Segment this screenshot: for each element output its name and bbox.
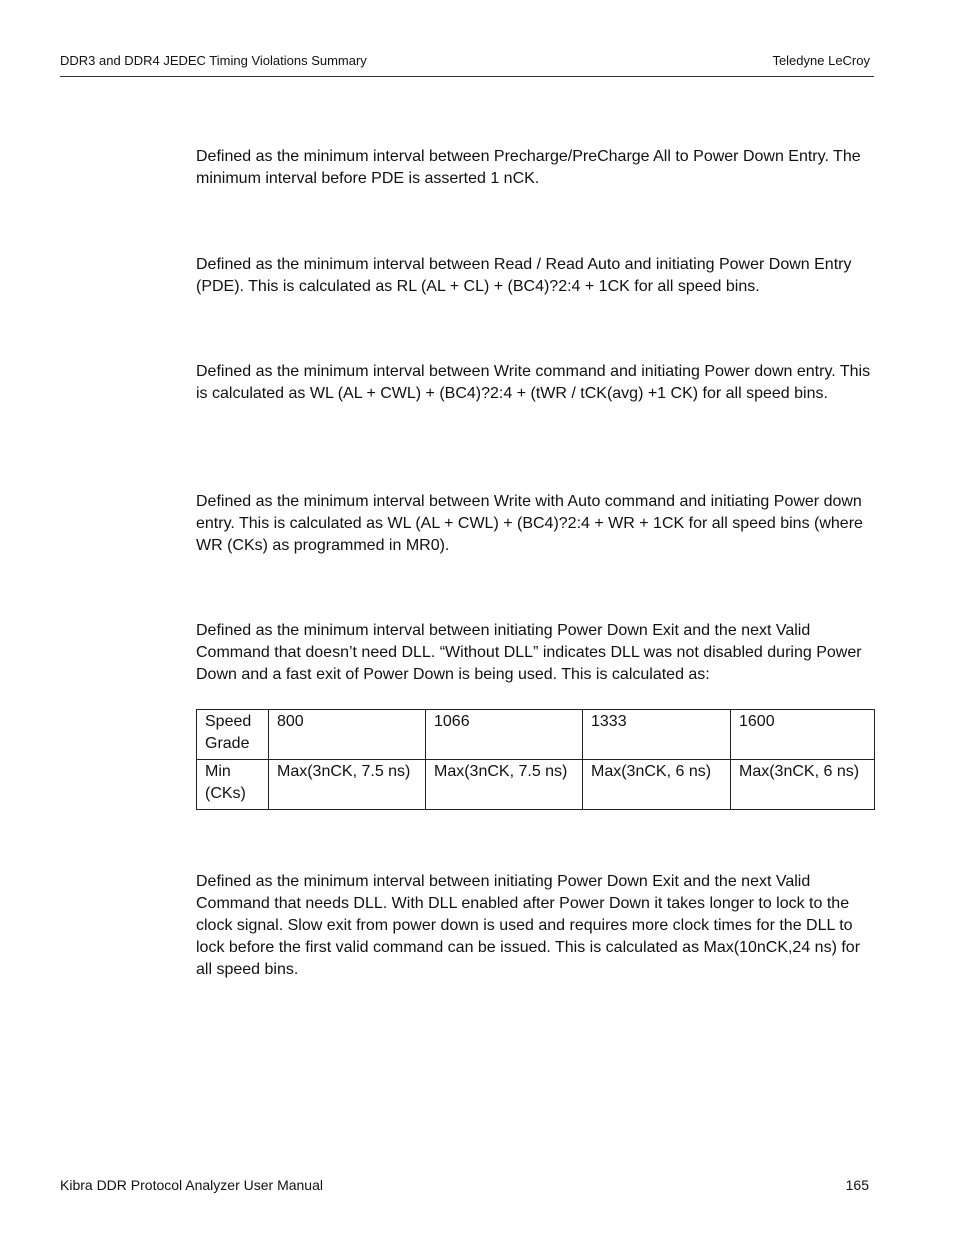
paragraph-write-auto-pde: Defined as the minimum interval between Write with Auto command and initiating Power down entry. This is calculated as WL (AL + CWL) + (BC4)?2:4 + WR + 1CK for all speed bins (where WR (CKs) as programmed in MR0). [196, 493, 863, 554]
paragraph-read-pde: Defined as the minimum interval between Read / Read Auto and initiating Power Down Entry (PDE). This is calculated as RL (AL + CL) + (BC4)?2:4 + 1CK for all speed bins. [196, 256, 852, 295]
table-cell: Max(3nCK, 7.5 ns) [269, 760, 426, 810]
paragraph-precharge-pde: Defined as the minimum interval between Precharge/PreCharge All to Power Down Entry. The minimum interval before PDE is asserted 1 nCK. [196, 148, 861, 187]
table-cell: 800 [269, 710, 426, 760]
table-cell: Max(3nCK, 6 ns) [583, 760, 731, 810]
table-row [197, 760, 875, 810]
table-cell: Speed Grade [197, 710, 269, 760]
table-cell: 1600 [731, 710, 875, 760]
paragraph-pdx-with-dll: Defined as the minimum interval between initiating Power Down Exit and the next Valid Command that needs DLL. With DLL enabled after Power Down it takes longer to lock to the clock signal. Slow exit from power down is used and requires more clock times for the DLL to lock before the first valid command can be issued. This is calculated as Max(10nCK,24 ns) for all speed bins. [196, 873, 861, 978]
header-company: Teledyne LeCroy [772, 53, 870, 68]
page-header [60, 52, 874, 77]
table-cell: Min (CKs) [197, 760, 269, 810]
table-cell: Max(3nCK, 7.5 ns) [426, 760, 583, 810]
page-number: 165 [845, 1177, 869, 1193]
paragraph-write-pde: Defined as the minimum interval between Write command and initiating Power down entry. This is calculated as WL (AL + CWL) + (BC4)?2:4 + (tWR / tCK(avg) +1 CK) for all speed bins. [196, 363, 871, 402]
table-cell: 1066 [426, 710, 583, 760]
paragraph-pdx-without-dll: Defined as the minimum interval between initiating Power Down Exit and the next Valid Command that doesn’t need DLL. “Without DLL” indicates DLL was not disabled during Power Down and a fast exit of Power Down is being used. This is calculated as: [196, 622, 862, 683]
header-title: DDR3 and DDR4 JEDEC Timing Violations Summary [60, 53, 367, 68]
footer-manual-title: Kibra DDR Protocol Analyzer User Manual [60, 1177, 323, 1193]
speed-grade-table [196, 709, 875, 810]
table-row [197, 710, 875, 760]
table-cell: Max(3nCK, 6 ns) [731, 760, 875, 810]
table-cell: 1333 [583, 710, 731, 760]
